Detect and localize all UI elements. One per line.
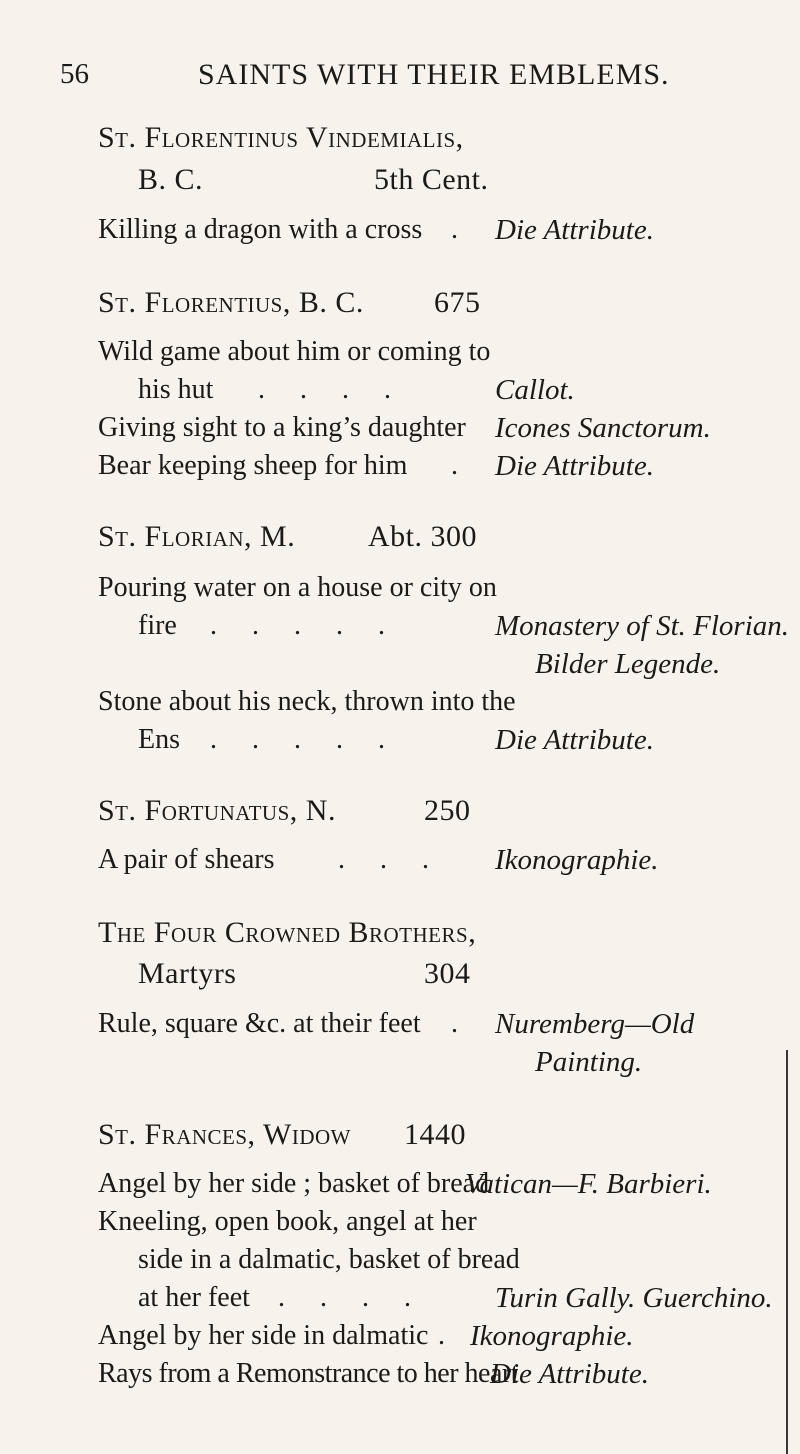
emblem-source: Callot. [495, 374, 575, 406]
emblem-text: A pair of shears [98, 844, 275, 875]
emblem-text-cont: side in a dalmatic, basket of bread [138, 1244, 520, 1275]
emblem-text-cont: his hut [138, 374, 214, 405]
emblem-source-cont: Painting. [535, 1046, 643, 1078]
saint-title: Martyrs [138, 957, 237, 990]
emblem-text: Rule, square &c. at their feet [98, 1008, 421, 1039]
saint-name: St. Florentinus Vindemialis, [98, 121, 464, 154]
emblem-source: Die Attribute. [490, 1358, 649, 1390]
saint-date: 5th Cent. [374, 163, 489, 196]
emblem-text: Pouring water on a house or city on [98, 572, 497, 603]
leader-dots: . [451, 214, 458, 245]
saint-date: 250 [424, 794, 471, 827]
emblem-source: Die Attribute. [495, 450, 654, 482]
emblem-text-cont: Ens [138, 724, 180, 755]
saint-name: St. Fortunatus, N. [98, 794, 336, 827]
leader-dots: . [438, 1320, 445, 1351]
emblem-source: Nuremberg—Old [495, 1008, 695, 1040]
emblem-source-cont: Bilder Legende. [535, 648, 721, 680]
emblem-text: Killing a dragon with a cross [98, 214, 423, 245]
page-number: 56 [60, 58, 89, 90]
emblem-source: Monastery of St. Florian. [495, 610, 790, 642]
saint-name: St. Florian, M. [98, 520, 296, 553]
emblem-text: Wild game about him or coming to [98, 336, 491, 367]
saint-name: The Four Crowned Brothers, [98, 916, 477, 949]
saint-date: 304 [424, 957, 471, 990]
emblem-source: Icones Sanctorum. [495, 412, 711, 444]
leader-dots: . . . . [278, 1282, 425, 1313]
emblem-text-cont: at her feet [138, 1282, 250, 1313]
running-head: SAINTS WITH THEIR EMBLEMS. [198, 58, 670, 91]
emblem-text: Rays from a Remonstrance to her heart [98, 1358, 519, 1389]
page-edge-divider [786, 1050, 788, 1454]
emblem-source: Ikonographie. [495, 844, 659, 876]
emblem-text-cont: fire [138, 610, 177, 641]
leader-dots: . . . . . [210, 610, 399, 641]
emblem-text: Angel by her side ; basket of bread [98, 1168, 490, 1199]
emblem-text: Kneeling, open book, angel at her [98, 1206, 477, 1237]
saint-name: St. Frances, Widow [98, 1118, 351, 1151]
leader-dots: . [451, 450, 458, 481]
emblem-source: Vatican—F. Barbieri. [465, 1168, 712, 1200]
emblem-text: Angel by her side in dalmatic [98, 1320, 429, 1351]
emblem-text: Giving sight to a king’s daughter [98, 412, 466, 443]
emblem-text: Stone about his neck, thrown into the [98, 686, 516, 717]
saint-date: 1440 [404, 1118, 466, 1151]
emblem-source: Die Attribute. [495, 214, 654, 246]
emblem-text: Bear keeping sheep for him [98, 450, 408, 481]
leader-dots: . [451, 1008, 458, 1039]
saint-date: Abt. 300 [368, 520, 477, 553]
emblem-source: Die Attribute. [495, 724, 654, 756]
leader-dots: . . . [338, 844, 443, 875]
saint-name: St. Florentius, B. C. [98, 286, 364, 319]
saint-date: 675 [434, 286, 481, 319]
leader-dots: . . . . [258, 374, 405, 405]
saint-title: B. C. [138, 163, 204, 196]
emblem-source: Turin Gally. Guerchino. [495, 1282, 773, 1314]
leader-dots: . . . . . [210, 724, 399, 755]
emblem-source: Ikonographie. [470, 1320, 634, 1352]
